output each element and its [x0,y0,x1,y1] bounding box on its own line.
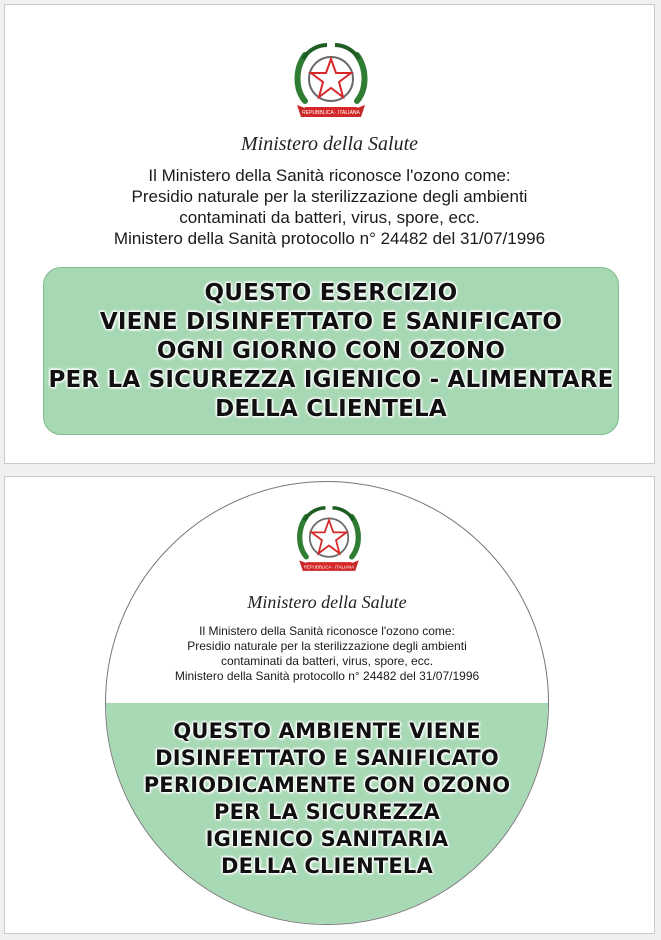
intro-line: contaminati da batteri, virus, spore, ecc. [220,654,434,668]
banner-line: VIENE DISINFETTATO E SANIFICATO [99,308,563,335]
banner-line: OGNI GIORNO CON OZONO [156,337,506,364]
notice-banner [106,718,548,880]
intro-line: Ministero della Sanità protocollo n° 24482 del 31/07/1996 [174,669,480,683]
intro-line: Presidio naturale per la sterilizzazione degli ambienti [131,187,528,206]
intro-line: Il Ministero della Sanità riconosce l'ozono come: [148,166,511,185]
banner-line: DELLA CLIENTELA [221,854,433,878]
rectangular-sign [4,4,655,464]
banner-line: QUESTO AMBIENTE VIENE [173,719,481,743]
emblem-ribbon-text: REPUBBLICA · ITALIANA [302,110,360,116]
banner-line: DELLA CLIENTELA [215,395,447,422]
banner-line: IGIENICO SANITARIA [205,827,449,851]
circular-sign-card [4,476,655,934]
intro-text [5,165,654,249]
italian-republic-emblem-icon [291,39,371,129]
banner-line: DISINFETTATO E SANIFICATO [155,746,499,770]
intro-line: Ministero della Sanità protocollo n° 24482 del 31/07/1996 [113,229,546,248]
intro-line: contaminati da batteri, virus, spore, ecc. [179,208,480,227]
emblem-ribbon-text: REPUBBLICA · ITALIANA [303,564,355,570]
ministry-name: Ministero della Salute [247,592,407,612]
intro-text [106,624,548,684]
italian-republic-emblem-icon [294,502,364,582]
intro-line: Il Ministero della Sanità riconosce l'ozono come: [199,624,455,638]
banner-line: PER LA SICUREZZA [214,800,440,824]
ministry-name: Ministero della Salute [240,133,418,155]
banner-line: PER LA SICUREZZA IGIENICO - ALIMENTARE [48,366,614,393]
banner-line: PERIODICAMENTE CON OZONO [143,773,511,797]
banner-line: QUESTO ESERCIZIO [204,279,458,306]
notice-banner [43,267,619,435]
intro-line: Presidio naturale per la sterilizzazione degli ambienti [187,639,467,653]
circular-sign [105,481,549,925]
